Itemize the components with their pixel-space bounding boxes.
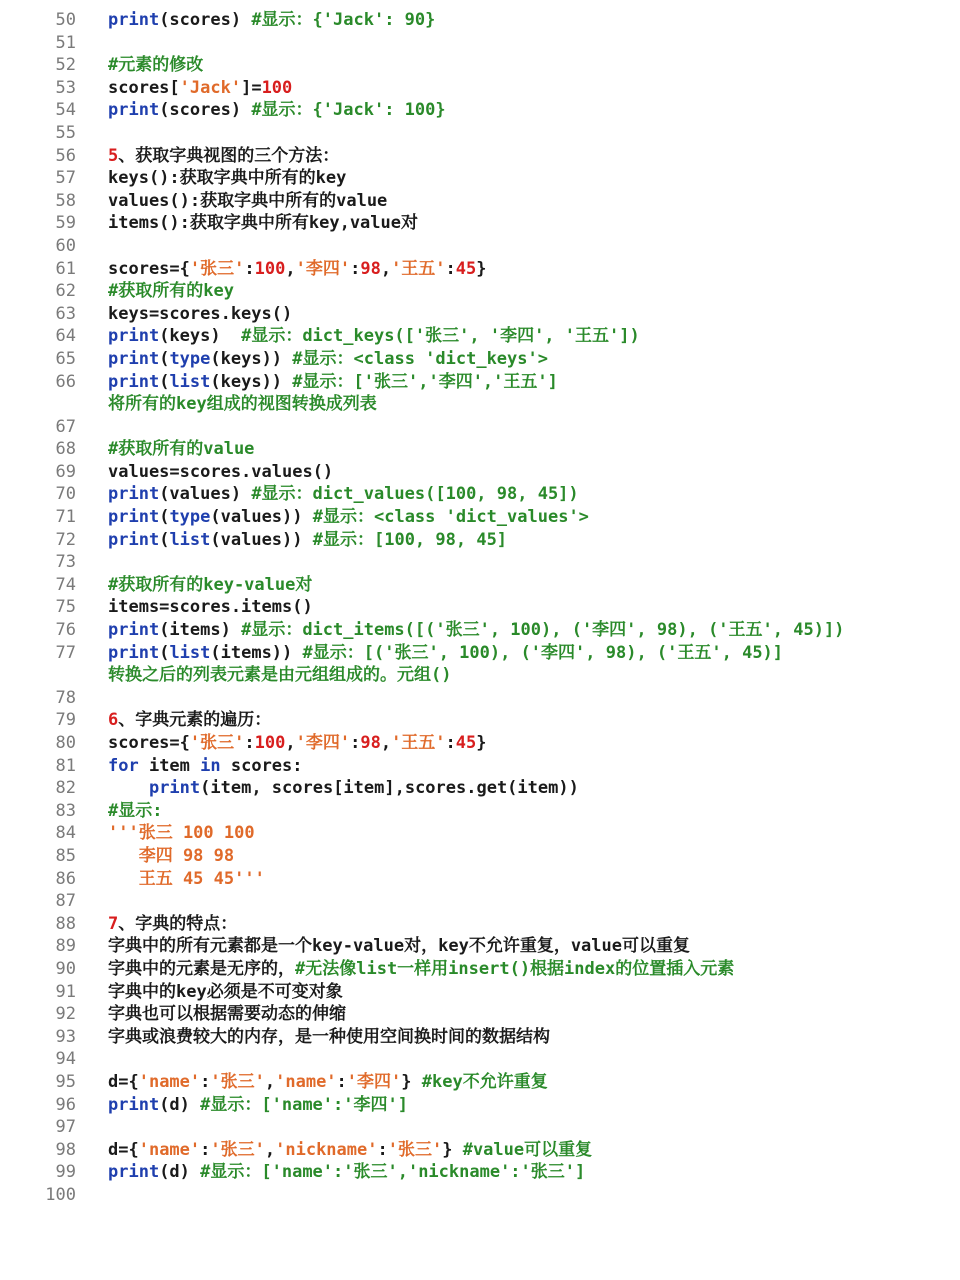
line-number: 75: [55, 597, 76, 618]
line-number: 62: [55, 281, 76, 302]
code-text: [108, 664, 451, 687]
line-number: 89: [55, 936, 76, 957]
code-line[interactable]: [0, 687, 960, 710]
line-number: 61: [55, 258, 76, 279]
line-number: 58: [55, 190, 76, 211]
line-number: 84: [55, 823, 76, 844]
code-token: (keys): [159, 326, 242, 347]
code-token: #显示：['name':'张三','nickname':'张三']: [200, 1162, 586, 1183]
line-number: 66: [55, 371, 76, 392]
code-text: [108, 1094, 408, 1117]
code-token: (d): [159, 1162, 201, 1183]
code-token: #显示：{'Jack': 100}: [251, 100, 446, 121]
line-number: 68: [55, 439, 76, 460]
line-number: 98: [55, 1139, 76, 1160]
code-token: '王五': [391, 733, 446, 753]
line-number: 51: [55, 32, 76, 53]
code-line[interactable]: [0, 935, 960, 958]
code-line[interactable]: [0, 325, 960, 348]
code-token: :: [445, 258, 456, 279]
code-text: [108, 303, 292, 326]
line-number: 79: [55, 710, 76, 731]
code-token: (scores): [159, 100, 252, 121]
code-line[interactable]: [0, 845, 960, 868]
code-line[interactable]: [0, 1139, 960, 1162]
line-number: 90: [55, 958, 76, 979]
code-token: :: [445, 733, 456, 753]
line-number: 55: [55, 122, 76, 143]
code-token: print: [108, 371, 160, 392]
code-token: 字典也可以根据需要动态的伸缩: [108, 1004, 346, 1025]
code-token: :: [350, 733, 361, 753]
code-token: }: [442, 1139, 463, 1160]
line-number: 96: [55, 1094, 76, 1115]
code-token: (d): [159, 1094, 201, 1115]
code-token: (items): [159, 620, 242, 641]
code-text: [108, 868, 265, 891]
code-line[interactable]: [0, 348, 960, 371]
code-token: '李四': [346, 1071, 402, 1092]
code-token: 'nickname': [275, 1139, 378, 1160]
line-number: 88: [55, 913, 76, 934]
code-token: #显示:: [108, 800, 163, 821]
code-text: [108, 1026, 550, 1049]
code-token: #显示：{'Jack': 90}: [251, 10, 436, 30]
code-token: #value可以重复: [462, 1139, 593, 1160]
code-text: [108, 145, 339, 168]
code-text: [108, 913, 237, 936]
line-number: 83: [55, 800, 76, 821]
code-token: #元素的修改: [108, 55, 204, 76]
code-text: [108, 800, 162, 823]
code-token: :: [200, 1071, 211, 1092]
code-text: [108, 280, 234, 303]
code-token: '李四': [295, 733, 351, 753]
code-text: [108, 348, 548, 371]
code-token: #显示：dict_items([('张三', 100), ('李四', 98), ('王五', 45)]): [241, 620, 845, 641]
code-text: [108, 461, 333, 484]
line-number: 64: [55, 326, 76, 347]
line-number: 50: [55, 10, 76, 30]
code-line[interactable]: [0, 551, 960, 574]
code-token: ,: [285, 733, 296, 753]
code-token: (: [159, 348, 170, 369]
code-token: (values)): [210, 507, 313, 528]
code-token: #显示：[('张三', 100), ('李四', 98), ('王五', 45)]: [302, 642, 784, 663]
code-token: print: [108, 1094, 160, 1115]
code-line[interactable]: [0, 664, 960, 687]
code-token: (values)): [210, 529, 313, 550]
code-token: item: [138, 755, 201, 776]
code-token: type: [169, 348, 211, 369]
code-token: 字典中的所有元素都是一个key-value对，key不允许重复，value可以重复: [108, 936, 690, 957]
code-token: d={: [108, 1139, 139, 1160]
code-text: [108, 777, 579, 800]
code-token: keys():获取字典中所有的key: [108, 168, 347, 189]
code-token: #显示：<class 'dict_values'>: [312, 507, 589, 528]
code-token: 字典或浪费较大的内存，是一种使用空间换时间的数据结构: [108, 1026, 550, 1047]
code-token: 、字典元素的遍历：: [118, 710, 272, 731]
code-token: 98: [360, 258, 381, 279]
code-token: #无法像list一样用insert()根据index的位置插入元素: [295, 958, 735, 979]
line-number: 77: [55, 642, 76, 663]
code-token: print: [108, 507, 160, 528]
code-line[interactable]: [0, 822, 960, 845]
code-token: '张三': [210, 1139, 265, 1160]
code-token: (keys)): [210, 348, 293, 369]
code-token: #显示：['张三','李四','王五']: [292, 371, 558, 392]
code-token: 45: [455, 258, 477, 279]
code-token: (: [159, 371, 170, 392]
code-token: #显示：[100, 98, 45]: [312, 529, 508, 550]
code-token: (items)): [210, 642, 303, 663]
code-token: 100: [254, 258, 286, 279]
code-token: #显示：['name':'李四']: [200, 1094, 408, 1115]
code-editor[interactable]: [0, 9, 960, 1206]
line-number: 54: [55, 100, 76, 121]
code-token: ,: [264, 1139, 276, 1160]
code-text: [108, 212, 418, 235]
code-line[interactable]: [0, 122, 960, 145]
line-number: 57: [55, 168, 76, 189]
code-token: (: [159, 529, 170, 550]
code-token: print: [108, 326, 160, 347]
code-token: '张三': [210, 1071, 265, 1092]
line-number: 70: [55, 484, 76, 505]
code-line[interactable]: [0, 958, 960, 981]
code-token: '''张三 100 100: [108, 823, 255, 844]
code-token: #显示：dict_values([100, 98, 45]): [251, 484, 579, 505]
code-token: :: [336, 1071, 347, 1092]
code-text: [108, 1003, 346, 1026]
line-number: 86: [55, 868, 76, 889]
line-number: 53: [55, 77, 76, 98]
code-text: [108, 709, 271, 732]
code-line[interactable]: [0, 574, 960, 597]
code-token: (item, scores[item],scores.get(item)): [200, 778, 579, 799]
code-token: print: [108, 620, 160, 641]
code-line[interactable]: [0, 99, 960, 122]
code-text: [108, 438, 254, 461]
code-line[interactable]: [0, 709, 960, 732]
code-text: [108, 9, 435, 32]
code-text: [108, 54, 203, 77]
code-line[interactable]: [0, 258, 960, 281]
code-token: '李四': [295, 258, 351, 279]
line-number: 73: [55, 552, 76, 573]
code-token: items():获取字典中所有key,value对: [108, 213, 418, 234]
code-token: 98: [360, 733, 381, 753]
line-number: 74: [55, 574, 76, 595]
code-line[interactable]: [0, 371, 960, 394]
code-token: 45: [455, 733, 477, 753]
code-token: print: [148, 778, 201, 799]
code-token: }: [476, 733, 487, 753]
code-text: [108, 755, 303, 778]
code-line[interactable]: [0, 1026, 960, 1049]
code-line[interactable]: [0, 212, 960, 235]
code-text: [108, 732, 487, 755]
code-line[interactable]: [0, 1071, 960, 1094]
code-line[interactable]: [0, 145, 960, 168]
line-number: 87: [55, 891, 76, 912]
code-token: type: [169, 507, 211, 528]
code-line[interactable]: [0, 1048, 960, 1071]
code-token: scores={: [108, 733, 190, 753]
code-line[interactable]: [0, 32, 960, 55]
code-token: (values): [159, 484, 252, 505]
code-token: '张三': [189, 258, 245, 279]
line-number: 99: [55, 1162, 76, 1183]
code-token: print: [108, 348, 160, 369]
code-line[interactable]: [0, 1161, 960, 1184]
line-number: 67: [55, 416, 76, 437]
code-token: print: [108, 529, 160, 550]
code-token: 100: [254, 733, 286, 753]
code-line[interactable]: [0, 755, 960, 778]
code-token: '张三': [189, 733, 245, 753]
code-token: scores={: [108, 258, 190, 279]
code-token: 'name': [275, 1071, 337, 1092]
code-text: [108, 574, 312, 597]
code-token: for: [108, 755, 139, 776]
code-token: ]=: [241, 77, 262, 98]
code-token: ,: [380, 258, 392, 279]
code-token: (keys)): [210, 371, 293, 392]
code-token: 、字典的特点：: [118, 913, 238, 934]
code-line[interactable]: [0, 416, 960, 439]
line-number: 71: [55, 507, 76, 528]
code-text: [108, 822, 255, 845]
code-line[interactable]: [0, 54, 960, 77]
code-line[interactable]: [0, 461, 960, 484]
line-number: 97: [55, 1117, 76, 1138]
code-text: [108, 958, 734, 981]
code-line[interactable]: [0, 1184, 960, 1207]
code-token: ,: [380, 733, 392, 753]
line-number: 72: [55, 529, 76, 550]
line-number: 69: [55, 461, 76, 482]
code-token: print: [108, 100, 160, 121]
code-token: 'Jack': [179, 77, 242, 98]
code-line[interactable]: [0, 190, 960, 213]
code-token: print: [108, 10, 160, 30]
code-token: #获取所有的key: [108, 281, 234, 302]
code-token: 李四 98 98: [108, 845, 235, 866]
code-line[interactable]: [0, 77, 960, 100]
code-token: 王五 45 45''': [108, 868, 265, 889]
code-token: list: [169, 529, 211, 550]
code-line[interactable]: [0, 732, 960, 755]
line-number: 82: [55, 778, 76, 799]
code-line[interactable]: [0, 9, 960, 32]
code-text: [108, 99, 446, 122]
code-token: (: [159, 507, 170, 528]
line-number: 81: [55, 755, 76, 776]
code-line[interactable]: [0, 890, 960, 913]
code-line[interactable]: [0, 913, 960, 936]
code-token: d={: [108, 1071, 139, 1092]
line-number: 92: [55, 1004, 76, 1025]
code-line[interactable]: [0, 303, 960, 326]
line-number: 59: [55, 213, 76, 234]
code-line[interactable]: [0, 393, 960, 416]
line-number: 91: [55, 981, 76, 1002]
line-number: 76: [55, 620, 76, 641]
code-text: [108, 77, 292, 100]
code-line[interactable]: [0, 438, 960, 461]
code-text: [108, 596, 313, 619]
code-text: [108, 1161, 585, 1184]
code-text: [108, 258, 487, 281]
code-token: ,: [264, 1071, 276, 1092]
code-token: 7: [108, 913, 119, 934]
line-number: 60: [55, 235, 76, 256]
line-number: 63: [55, 303, 76, 324]
code-token: ,: [285, 258, 296, 279]
code-token: :: [244, 258, 255, 279]
code-text: [108, 506, 589, 529]
line-number: 80: [55, 733, 76, 753]
code-token: 字典中的元素是无序的，: [108, 958, 295, 979]
code-line[interactable]: [0, 777, 960, 800]
code-token: '王五': [391, 258, 446, 279]
code-token: 'name': [138, 1139, 201, 1160]
code-line[interactable]: [0, 981, 960, 1004]
code-line[interactable]: [0, 596, 960, 619]
code-token: scores[: [108, 77, 180, 98]
code-token: 6: [108, 710, 119, 731]
code-token: }: [401, 1071, 422, 1092]
line-number: 94: [55, 1049, 76, 1070]
code-text: [108, 981, 343, 1004]
code-token: print: [108, 484, 160, 505]
code-text: [108, 845, 234, 868]
line-number: 100: [45, 1184, 76, 1205]
code-token: print: [108, 642, 160, 663]
code-line[interactable]: [0, 235, 960, 258]
code-line[interactable]: [0, 619, 960, 642]
code-line[interactable]: [0, 642, 960, 665]
code-line[interactable]: [0, 1003, 960, 1026]
code-token: #key不允许重复: [421, 1071, 548, 1092]
code-token: 5: [108, 145, 119, 166]
code-text: [108, 619, 844, 642]
code-text: [108, 935, 690, 958]
code-line[interactable]: [0, 506, 960, 529]
code-token: :: [350, 258, 361, 279]
code-text: [108, 529, 507, 552]
code-text: [108, 167, 346, 190]
code-token: keys=scores.keys(): [108, 303, 293, 324]
line-number: 65: [55, 348, 76, 369]
code-line[interactable]: [0, 1094, 960, 1117]
line-number: 56: [55, 145, 76, 166]
code-text: [108, 483, 579, 506]
code-token: :: [244, 733, 255, 753]
code-line[interactable]: [0, 800, 960, 823]
code-token: #获取所有的key-value对: [108, 574, 313, 595]
line-number: 95: [55, 1071, 76, 1092]
line-number: 52: [55, 55, 76, 76]
code-token: 将所有的key组成的视图转换成列表: [108, 394, 377, 415]
code-token: 100: [261, 77, 293, 98]
code-token: items=scores.items(): [108, 597, 313, 618]
code-token: values():获取字典中所有的value: [108, 190, 388, 211]
code-line[interactable]: [0, 483, 960, 506]
code-line[interactable]: [0, 529, 960, 552]
code-text: [108, 1071, 548, 1094]
line-number: 93: [55, 1026, 76, 1047]
code-token: [108, 778, 149, 798]
code-text: [108, 325, 640, 348]
code-text: [108, 1139, 592, 1162]
code-text: [108, 642, 783, 665]
code-text: [108, 371, 558, 394]
code-line[interactable]: [0, 280, 960, 303]
code-token: 、获取字典视图的三个方法：: [118, 145, 340, 166]
code-token: 字典中的key必须是不可变对象: [108, 981, 343, 1002]
code-token: in: [200, 755, 221, 776]
code-token: values=scores.values(): [108, 461, 334, 482]
code-line[interactable]: [0, 167, 960, 190]
code-line[interactable]: [0, 1116, 960, 1139]
code-token: scores:: [220, 755, 303, 776]
line-number: 78: [55, 687, 76, 708]
line-number: 85: [55, 845, 76, 866]
code-token: (scores): [159, 10, 252, 30]
code-token: :: [200, 1139, 211, 1160]
code-token: 'name': [138, 1071, 201, 1092]
code-token: list: [169, 642, 211, 663]
code-token: }: [476, 258, 487, 279]
code-token: list: [169, 371, 211, 392]
code-token: #显示：dict_keys(['张三', '李四', '王五']): [241, 326, 640, 347]
code-token: #获取所有的value: [108, 439, 255, 460]
code-token: print: [108, 1162, 160, 1183]
code-token: #显示：<class 'dict_keys'>: [292, 348, 548, 369]
code-text: [108, 393, 377, 416]
code-line[interactable]: [0, 868, 960, 891]
code-token: :: [377, 1139, 388, 1160]
code-token: '张三': [387, 1139, 443, 1160]
code-text: [108, 190, 387, 213]
code-token: (: [159, 642, 170, 663]
code-token: 转换之后的列表元素是由元组组成的。元组(): [108, 665, 452, 686]
